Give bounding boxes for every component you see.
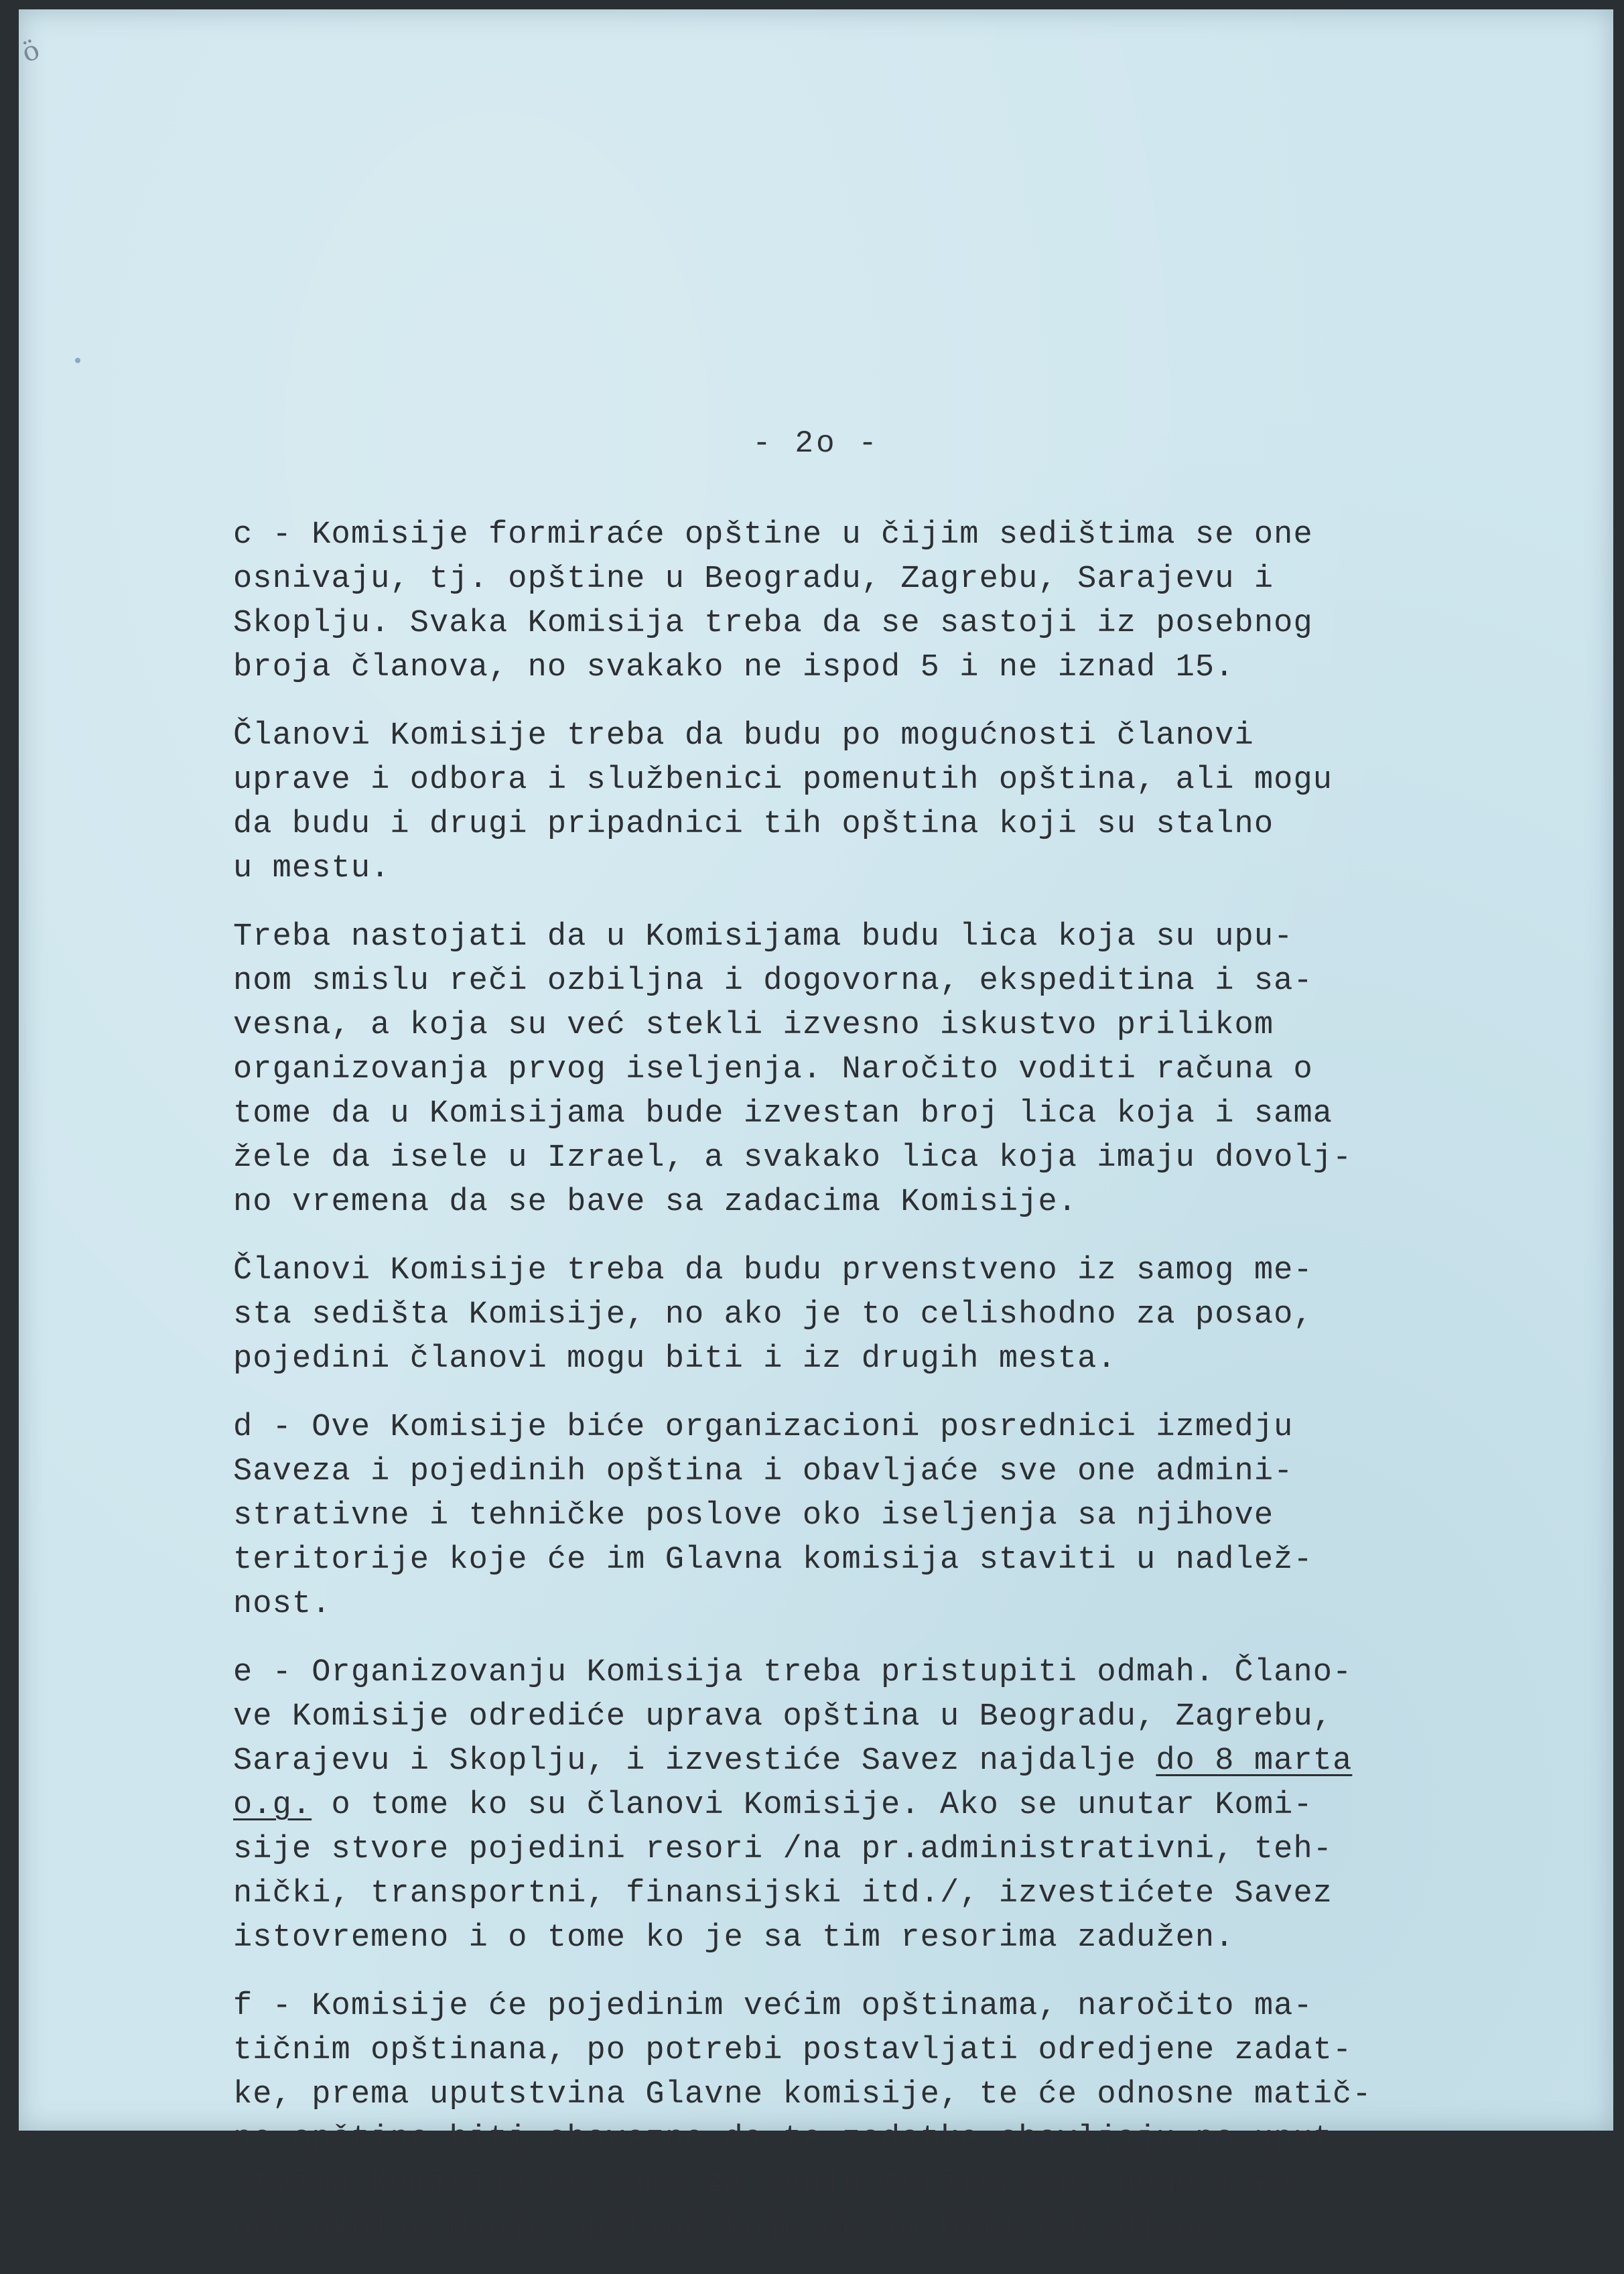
document-page	[17, 9, 1613, 2245]
page-number: - 2o -	[752, 426, 880, 461]
text-line: nost.	[233, 1587, 332, 1622]
paragraph-f	[233, 1985, 1506, 2250]
paragraph-members	[233, 714, 1506, 891]
text-segment: Sarajevu i Skoplju, i izvestiće Savez najdalje	[233, 1743, 1156, 1779]
text-line: f - Komisije će pojedinim većim opštinama, naročito ma-	[233, 1989, 1313, 2024]
underlined-date: do 8 marta	[1156, 1743, 1353, 1779]
text-line: organizovanja prvog iseljenja. Naročito voditi računa o	[233, 1052, 1313, 1087]
text-line: one okolne manje opštine koje će im biti odredjene.	[233, 2210, 1235, 2245]
text-segment: o tome ko su članovi Komisije. Ako se unutar Komi-	[331, 1788, 1313, 1823]
margin-pencil-mark: ö	[17, 34, 44, 69]
text-line: teritorije koje će im Glavna komisija staviti u nadlež-	[233, 1542, 1313, 1578]
text-line: nički, transportni, finansijski itd./, izvestićete Savez	[233, 1876, 1333, 1912]
text-line: istovremeno i o tome ko je sa tim resorima zadužen.	[233, 1920, 1235, 1956]
text-line: no vremena da se bave sa zadacima Komisije.	[233, 1185, 1078, 1220]
text-line: u mestu.	[233, 851, 391, 886]
text-line: ke, prema uputstvina Glavne komisije, te će odnosne matič-	[233, 2077, 1372, 2113]
text-line: pojedini članovi mogu biti i iz drugih mesta.	[233, 1341, 1117, 1377]
text-line: tičnim opštinana, po potrebi postavljati odredjene zadat-	[233, 2033, 1353, 2068]
text-line: ne opštine biti obavezne da te zadatke obavljaju po uput-	[233, 2121, 1353, 2157]
text-line-with-underline	[233, 1739, 1506, 1784]
text-line: Saveza i pojedinih opština i obavljaće sve one admini-	[233, 1454, 1294, 1489]
paragraph-c	[233, 513, 1506, 690]
text-line: sta sedišta Komisije, no ako je to celishodno za posao,	[233, 1297, 1313, 1333]
text-line: uprave i odbora i službenici pomenutih opština, ali mogu	[233, 762, 1333, 798]
text-line: vesna, a koja su već stekli izvesno iskustvo prilikom	[233, 1008, 1274, 1043]
text-line: ve Komisije odrediće uprava opština u Beogradu, Zagrebu,	[233, 1699, 1333, 1735]
text-line: Članovi Komisije treba da budu prvenstveno iz samog me-	[233, 1253, 1313, 1288]
text-line: Skoplju. Svaka Komisija treba da se sastoji iz posebnog	[233, 606, 1313, 641]
paragraph-seat	[233, 1249, 1506, 1382]
text-line: e - Organizovanju Komisija treba pristupiti odmah. Člano-	[233, 1655, 1353, 1690]
text-line: broja članova, no svakako ne ispod 5 i ne iznad 15.	[233, 650, 1235, 685]
text-line: sije stvore pojedini resori /na pr.administrativni, teh-	[233, 1832, 1333, 1867]
text-line: žele da isele u Izrael, a svakako lica koja imaju dovolj-	[233, 1140, 1353, 1176]
text-line: c - Komisije formiraće opštine u čijim sedištima se one	[233, 517, 1313, 553]
document-body	[233, 513, 1506, 2274]
paragraph-e	[233, 1651, 1506, 1960]
underlined-year-abbrev: o.g.	[233, 1788, 312, 1823]
text-line: stvima Komisije ne samo za svoju teritoriju, nego i za	[233, 2165, 1294, 2201]
text-line: Treba nastojati da u Komisijama budu lica koja su upu-	[233, 919, 1294, 955]
paragraph-persons	[233, 915, 1506, 1225]
text-line: strativne i tehničke poslove oko iseljenja sa njihove	[233, 1498, 1274, 1534]
text-line: da budu i drugi pripadnici tih opština koji su stalno	[233, 807, 1274, 842]
text-line: nom smislu reči ozbiljna i dogovorna, ekspeditina i sa-	[233, 963, 1313, 999]
paragraph-d	[233, 1406, 1506, 1627]
text-line: Članovi Komisije treba da budu po mogućnosti članovi	[233, 718, 1254, 754]
text-line-with-underline	[233, 1784, 1506, 1828]
text-line: osnivaju, tj. opštine u Beogradu, Zagrebu, Sarajevu i	[233, 561, 1274, 597]
text-line: tome da u Komisijama bude izvestan broj lica koja i sama	[233, 1096, 1333, 1132]
text-line: d - Ove Komisije biće organizacioni posrednici izmedju	[233, 1410, 1294, 1445]
ink-speck	[75, 358, 80, 363]
